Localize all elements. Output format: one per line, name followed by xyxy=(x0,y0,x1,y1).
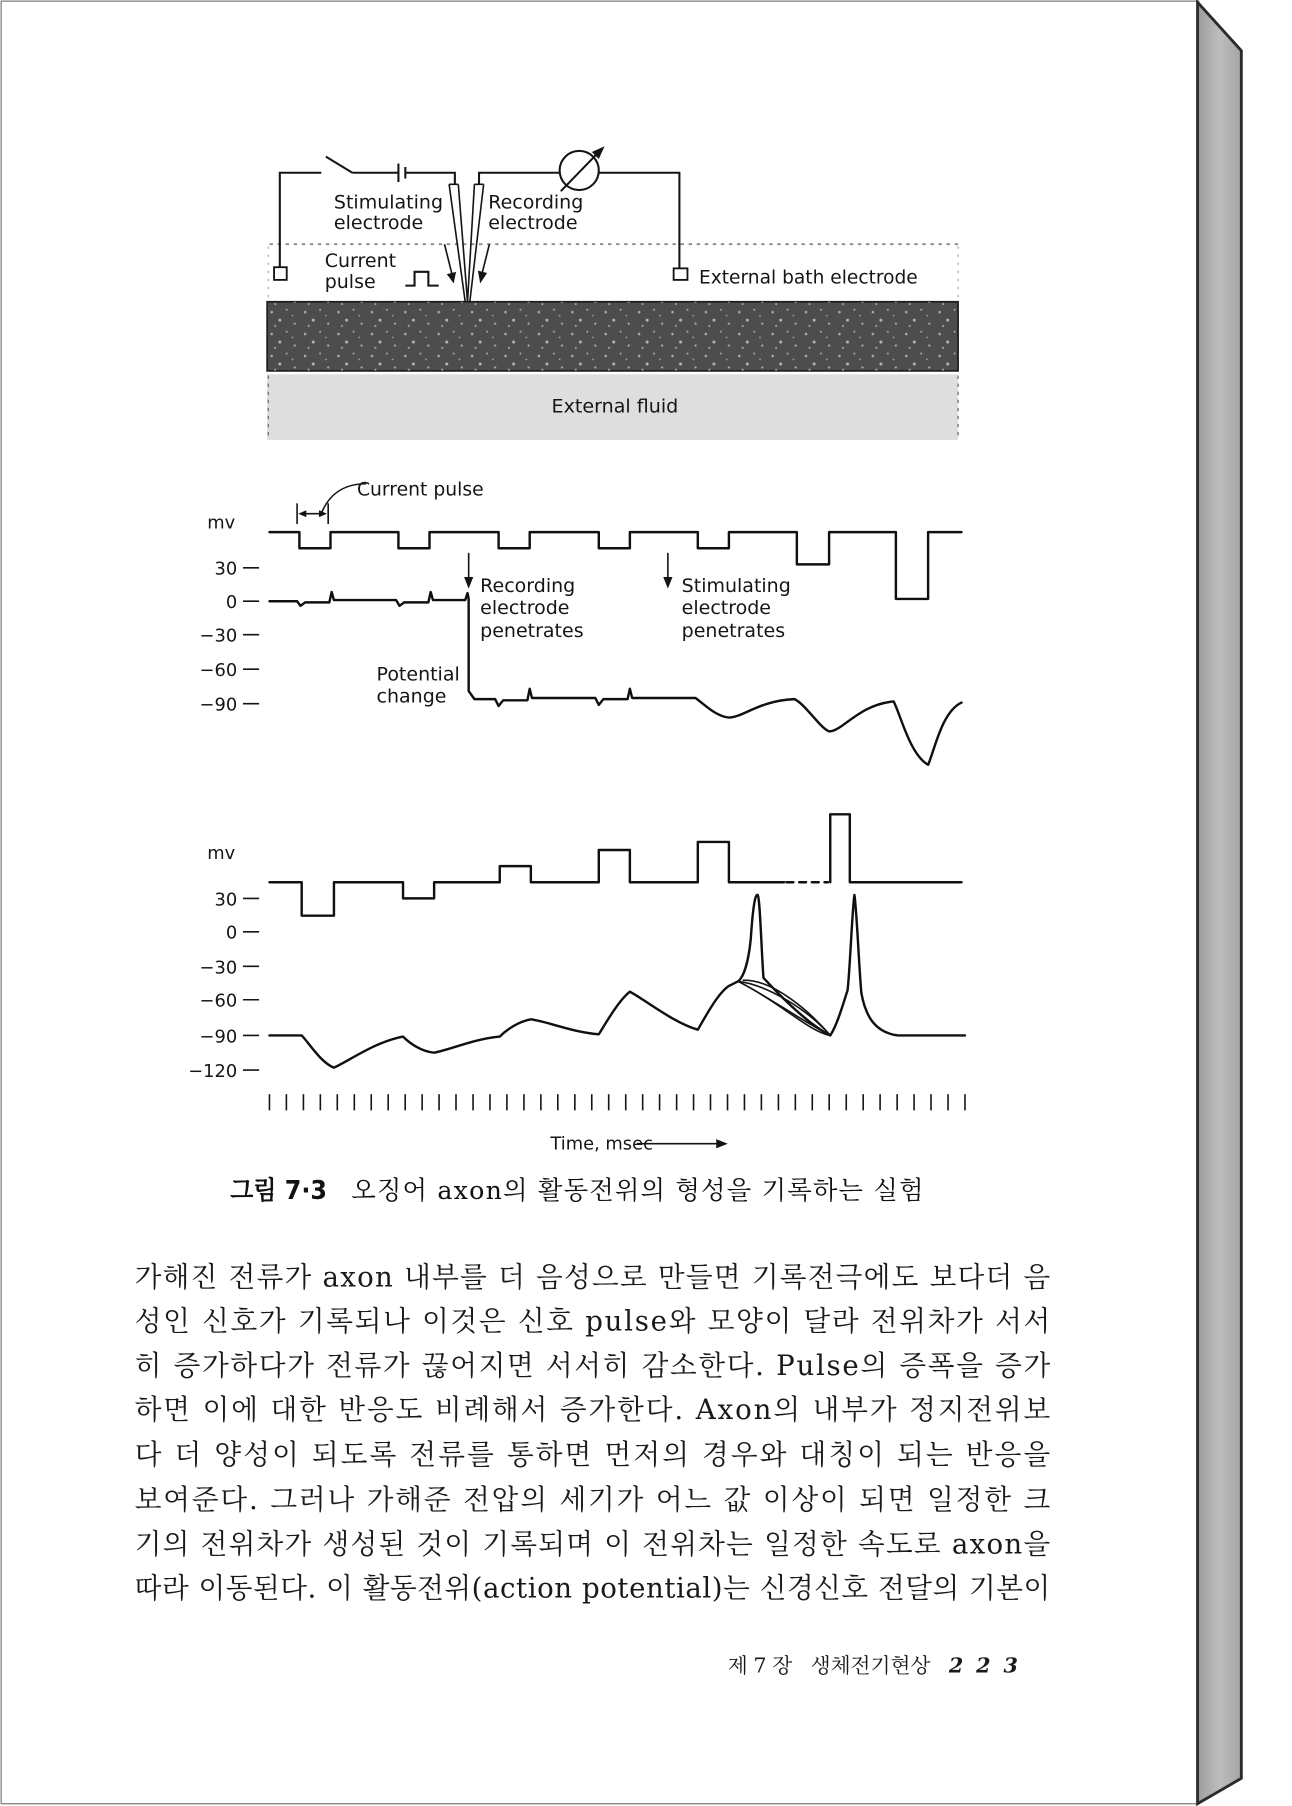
bath-electrode-right xyxy=(674,268,688,280)
footer-chapter: 제 7 장 xyxy=(727,1653,793,1678)
lower-y-tick-label: −60 xyxy=(199,990,238,1012)
stimulating-penetrates-label-2: electrode xyxy=(681,596,772,619)
axon-texture xyxy=(267,302,958,371)
potential-change-label-2: change xyxy=(376,685,447,708)
upper-y-tick-label: 0 xyxy=(225,592,238,614)
recording-penetrates-label-1: Recording xyxy=(480,575,576,598)
body-line: 가해진 전류가 axon 내부를 더 음성으로 만들면 기록전극에도 보다더 음 xyxy=(134,1260,1051,1294)
recording-electrode-label-2: electrode xyxy=(488,212,578,235)
footer-chapter-title: 생체전기현상 xyxy=(810,1653,931,1678)
stimulating-electrode-label-1: Stimulating xyxy=(333,191,444,214)
upper-y-tick-label: −60 xyxy=(199,660,238,682)
recording-penetrates-label-3: penetrates xyxy=(480,619,584,642)
recording-electrode-label-1: Recording xyxy=(488,191,584,214)
book-edge xyxy=(1198,2,1242,1803)
lower-y-tick-label: −120 xyxy=(188,1060,238,1082)
current-pulse-label-1: Current xyxy=(324,250,397,273)
page-number: 223 xyxy=(948,1653,1018,1678)
caption-number: 그림 7·3 xyxy=(230,1175,328,1206)
lower-y-tick-label: 30 xyxy=(214,889,238,911)
current-pulse-width-label: Current pulse xyxy=(356,478,484,501)
upper-unit-label: mv xyxy=(207,512,236,534)
current-pulse-label-2: pulse xyxy=(324,270,376,293)
body-line: 다 더 양성이 되도록 전류를 통하면 먼저의 경우와 대칭이 되는 반응을 xyxy=(134,1437,1051,1471)
stimulating-penetrates-label-1: Stimulating xyxy=(681,575,791,598)
recording-penetrates-label-2: electrode xyxy=(480,596,570,619)
caption-text: 오징어 axon의 활동전위의 형성을 기록하는 실험 xyxy=(351,1175,924,1206)
body-line: 기의 전위차가 생성된 것이 기록되며 이 전위차는 일정한 속도로 axon을 xyxy=(134,1527,1051,1561)
bath-electrode-left xyxy=(274,267,287,280)
lower-unit-label: mv xyxy=(207,843,236,865)
body-line: 성인 신호가 기록되나 이것은 신호 pulse와 모양이 달라 전위차가 서서 xyxy=(134,1304,1051,1338)
body-line: 히 증가하다가 전류가 끊어지면 서서히 감소한다. Pulse의 증폭을 증가 xyxy=(134,1349,1051,1383)
body-line: 하면 이에 대한 반응도 비례해서 증가한다. Axon의 내부가 정지전위보 xyxy=(134,1392,1051,1427)
external-fluid-label: External fluid xyxy=(551,395,679,418)
body-line: 보여준다. 그러나 가해준 전압의 세기가 어느 값 이상이 되면 일정한 크 xyxy=(134,1482,1051,1516)
lower-y-tick-label: 0 xyxy=(225,922,238,944)
lower-y-tick-label: −30 xyxy=(199,957,238,979)
upper-y-tick-label: −90 xyxy=(199,694,238,716)
potential-change-label-1: Potential xyxy=(376,663,460,686)
upper-y-tick-label: 30 xyxy=(214,558,238,580)
body-line: 따라 이동된다. 이 활동전위(action potential)는 신경신호 전달의 기본이 xyxy=(134,1571,1051,1605)
upper-y-tick-label: −30 xyxy=(199,625,238,647)
lower-y-tick-label: −90 xyxy=(199,1026,238,1048)
stimulating-penetrates-label-3: penetrates xyxy=(681,619,786,642)
stimulating-electrode-label-2: electrode xyxy=(333,212,424,235)
time-axis-label: Time, msec xyxy=(550,1133,653,1155)
external-bath-electrode-label: External bath electrode xyxy=(698,266,918,289)
